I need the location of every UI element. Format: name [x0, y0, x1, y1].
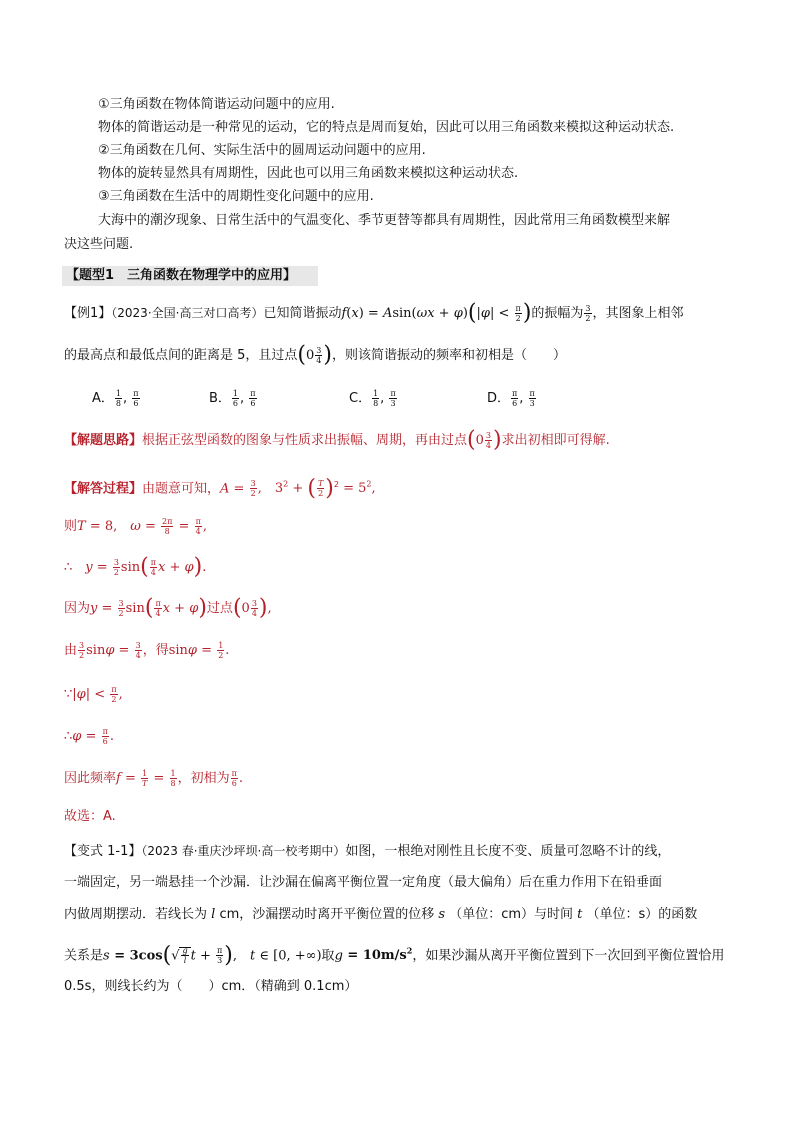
intro-line-2: 物体的简谐运动是一种常见的运动，它的特点是周而复始，因此可以用三角函数来模拟这种运动状态.: [98, 120, 675, 135]
process-line-4: 因为y = $\frac{3}{2}$ sin( $\frac{\pi}{4}$ x + φ)过点(0 $\frac{3}{4}$ ),: [64, 595, 272, 621]
process-label: 【解答过程】: [64, 481, 143, 497]
variant-line-5: 0.5s，则线长约为（ ）cm．（精确到 0.1cm）: [64, 979, 358, 994]
process-line-2: 则T = 8, ω = $\frac{2\pi}{8}$ = $\frac{\pi}{4}$ ,: [64, 517, 207, 536]
variant-label: 【变式 1-1】: [64, 844, 142, 859]
option-c[interactable]: C． $\frac{1}{8}$ , $\frac{\pi}{3}$: [349, 389, 396, 408]
option-d[interactable]: D． $\frac{\pi}{6}$ , $\frac{\pi}{3}$: [487, 389, 535, 408]
variant-line-1: 【变式 1-1】（2023 春·重庆沙坪坝·高一校考期中）如图，一根绝对刚性且长度不变、质量可忽略不计的线，: [64, 844, 671, 859]
process-line-5: 由 $\frac{3}{2}$ sinφ = $\frac{3}{4}$ ，得sinφ = $\frac{1}{2}$ .: [64, 641, 230, 660]
process-line-6: ∵|φ| < $\frac{\pi}{2}$ ,: [64, 685, 123, 704]
solution-idea: 【解题思路】根据正弦型函数的图象与性质求出振幅、周期，再由过点(0 $\frac{3}{4}$ )求出初相即可得解.: [64, 427, 610, 453]
example-1-line-1: 【例1】（2023·全国·高三对口高考）已知简谐振动f(x) = Asin(ωx + φ)(|φ| < $\frac{\pi}{2}$ )的振幅为 $\frac{3}{2}$ ，其图象上相邻: [64, 300, 684, 326]
section-heading: 【题型1 三角函数在物理学中的应用】: [62, 266, 318, 286]
example-source: （2023·全国·高三对口高考）: [111, 306, 264, 320]
intro-line-4: 物体的旋转显然具有周期性，因此也可以用三角函数来模拟这种运动状态.: [98, 166, 519, 181]
option-b[interactable]: B． $\frac{1}{6}$ , $\frac{\pi}{6}$: [209, 389, 256, 408]
intro-line-5: ③三角函数在生活中的周期性变化问题中的应用.: [98, 189, 374, 204]
option-a[interactable]: A． $\frac{1}{8}$ , $\frac{\pi}{6}$: [92, 389, 139, 408]
process-line-3: ∴ y = $\frac{3}{2}$ sin( $\frac{\pi}{4}$ x + φ).: [64, 554, 207, 580]
intro-line-3: ②三角函数在几何、实际生活中的圆周运动问题中的应用.: [98, 143, 426, 158]
variant-line-2: 一端固定，另一端悬挂一个沙漏．让沙漏在偏离平衡位置一定角度（最大偏角）后在重力作用下在铅垂面: [64, 875, 663, 890]
variant-line-3: 内做周期摆动．若线长为 l cm，沙漏摆动时离开平衡位置的位移 s （单位：cm）与时间 t （单位：s）的函数: [64, 907, 698, 922]
intro-line-1: ①三角函数在物体简谐运动问题中的应用.: [98, 97, 335, 112]
process-line-1: 【解答过程】由题意可知，A = $\frac{3}{2}$ , $3^2$ + ( $\frac{T}{2}$ )$^2 = 5^2$,: [64, 475, 376, 501]
example-label: 【例1】: [64, 306, 112, 321]
intro-line-7: 决这些问题.: [64, 237, 134, 252]
variant-line-4: 关系是s = 3cos(√ $\frac{g}{l}$ t + $\frac{\pi}{3}$ ), t ∈ [0, +∞)取$g = 10m/s^2$，如果沙漏从离开平衡位置到下一次回到平衡位置恰用: [64, 942, 725, 968]
intro-line-6: 大海中的潮汐现象、日常生活中的气温变化、季节更替等都具有周期性，因此常用三角函数模型来解: [98, 213, 671, 228]
idea-label: 【解题思路】: [64, 433, 143, 448]
process-line-7: ∴φ = $\frac{\pi}{6}$ .: [64, 727, 114, 746]
process-line-8: 因此频率f = $\frac{1}{T}$ = $\frac{1}{8}$ ，初相为 $\frac{\pi}{6}$ .: [64, 769, 244, 788]
example-1-line-2: 的最高点和最低点间的距离是 5，且过点(0 $\frac{3}{4}$ )，则该简谐振动的频率和初相是（ ）: [64, 342, 566, 368]
answer-line: 故选：A.: [64, 809, 116, 824]
